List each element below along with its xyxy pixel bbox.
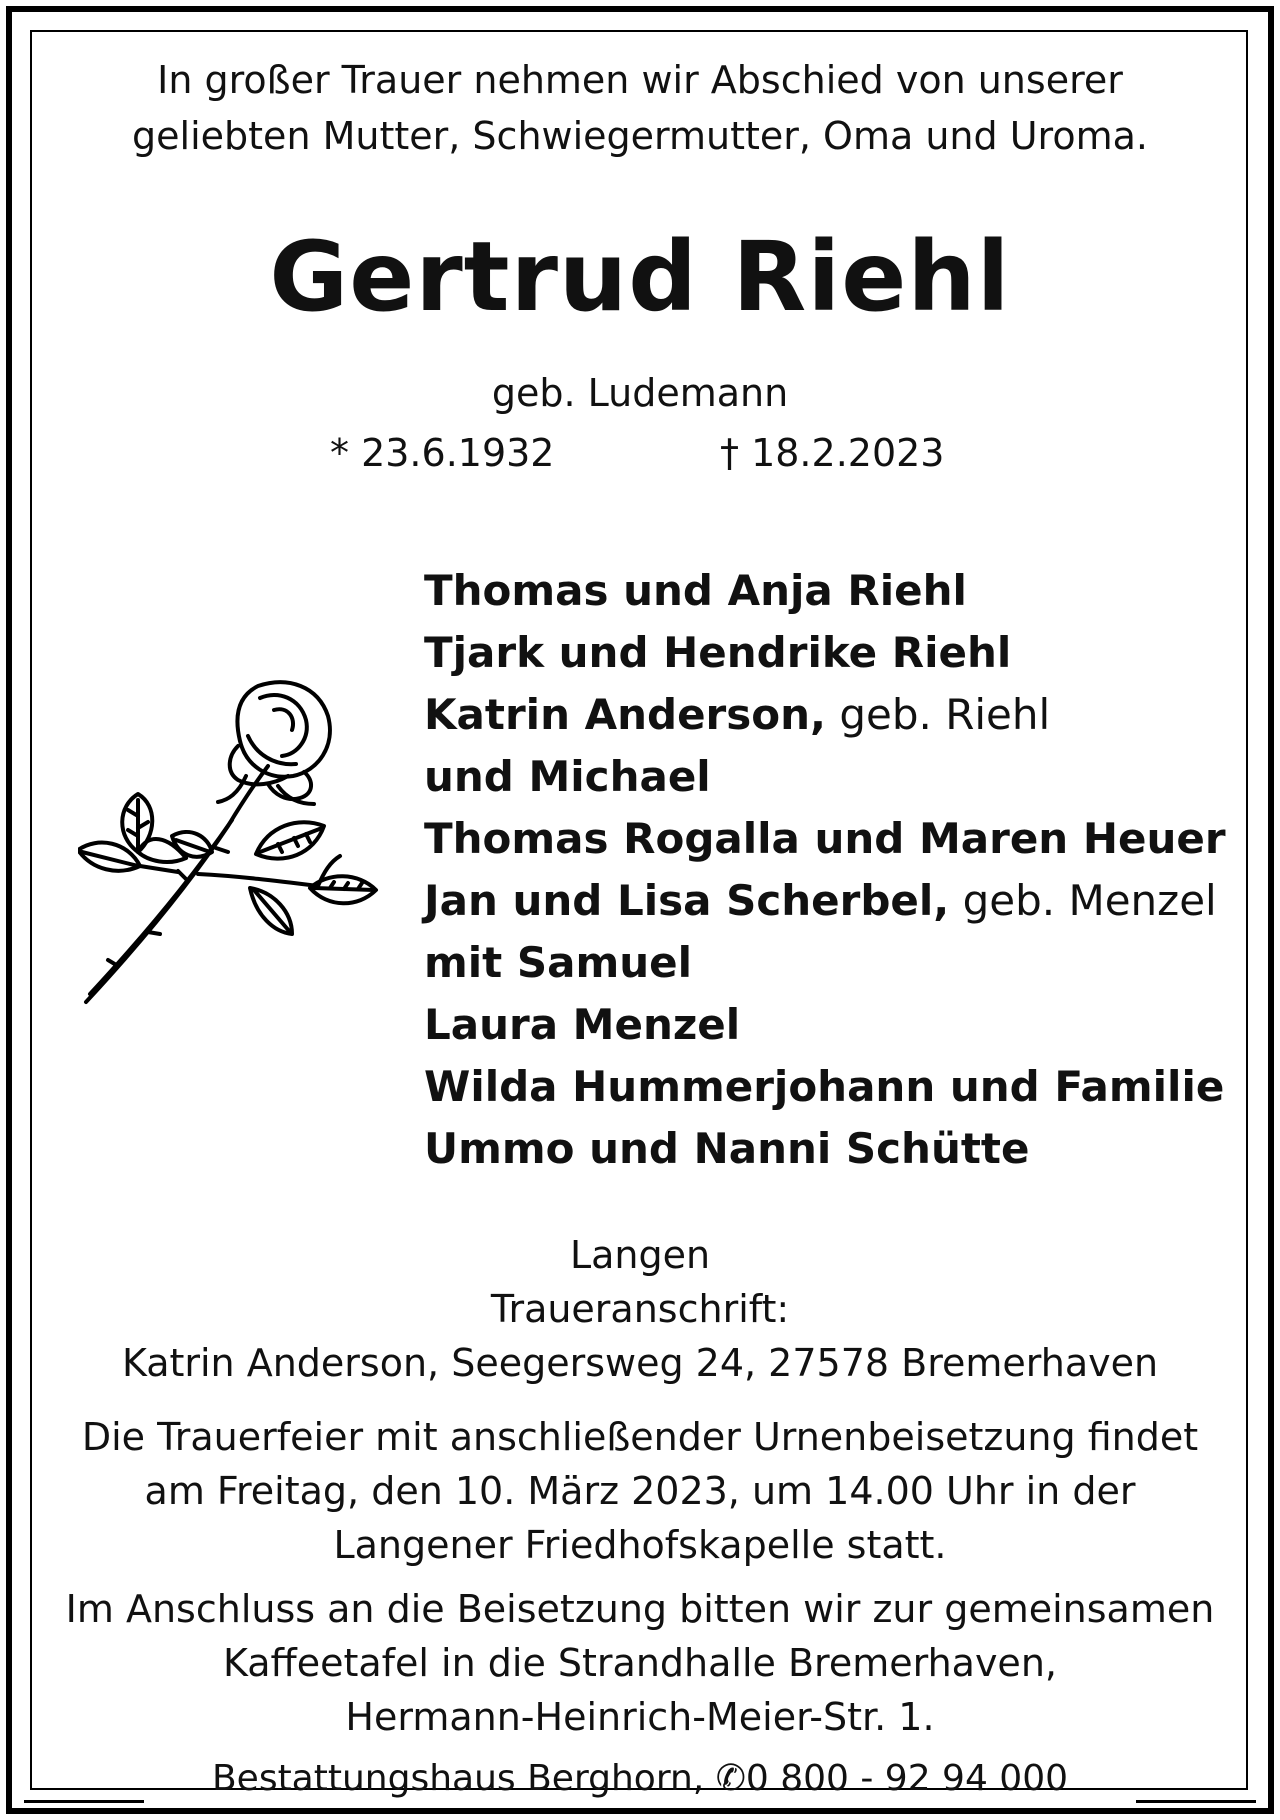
family-member: Tjark und Hendrike Riehl (424, 628, 1012, 677)
ceremony-line: am Freitag, den 10. März 2023, um 14.00 Uhr in der (144, 1469, 1136, 1513)
family-member: und Michael (424, 752, 711, 801)
family-member: Ummo und Nanni Schütte (424, 1124, 1030, 1173)
coffee-text (0, 1582, 1280, 1744)
intro-text (0, 52, 1280, 164)
family-member (424, 870, 1226, 932)
footer-divider-left (24, 1800, 144, 1803)
address-label: Traueranschrift: (490, 1287, 790, 1331)
coffee-line: Im Anschluss an die Beisetzung bitten wir zur gemeinsamen (65, 1587, 1215, 1631)
family-member: Thomas und Anja Riehl (424, 566, 967, 615)
ceremony-line: Langener Friedhofskapelle statt. (333, 1523, 947, 1567)
family-member: mit Samuel (424, 938, 692, 987)
ceremony-text (0, 1410, 1280, 1572)
family-member-name: Jan und Lisa Scherbel, (424, 876, 950, 925)
intro-line: In großer Trauer nehmen wir Abschied von unserer (157, 58, 1123, 102)
rose-icon (78, 676, 388, 1016)
family-member-born: geb. Riehl (825, 690, 1051, 739)
family-member: Laura Menzel (424, 1000, 741, 1049)
family-member-born: geb. Menzel (949, 876, 1217, 925)
ceremony-line: Die Trauerfeier mit anschließender Urnenbeisetzung findet (81, 1415, 1199, 1459)
birth-date: * 23.6.1932 (330, 431, 555, 475)
family-member-name: Katrin Anderson, (424, 690, 826, 739)
intro-line: geliebten Mutter, Schwiegermutter, Oma und Uroma. (132, 114, 1148, 158)
coffee-line: Kaffeetafel in die Strandhalle Bremerhaven, (223, 1641, 1057, 1685)
death-date: † 18.2.2023 (720, 431, 945, 475)
coffee-line: Hermann-Heinrich-Meier-Str. 1. (345, 1695, 935, 1739)
funeral-home-footer: Bestattungshaus Berghorn, ✆0 800 - 92 94 000 (211, 1758, 1069, 1799)
place-name: Langen (569, 1233, 711, 1277)
birth-name: geb. Ludemann (491, 371, 789, 415)
footer-divider-right (1136, 1800, 1256, 1803)
deceased-name: Gertrud Riehl (269, 221, 1011, 333)
family-member: Thomas Rogalla und Maren Heuer (424, 814, 1226, 863)
family-member: Wilda Hummerjohann und Familie (424, 1062, 1225, 1111)
family-member (424, 684, 1226, 746)
address-line: Katrin Anderson, Seegersweg 24, 27578 Bremerhaven (121, 1341, 1159, 1385)
family-list (424, 560, 1226, 1180)
address-block (0, 1228, 1280, 1390)
